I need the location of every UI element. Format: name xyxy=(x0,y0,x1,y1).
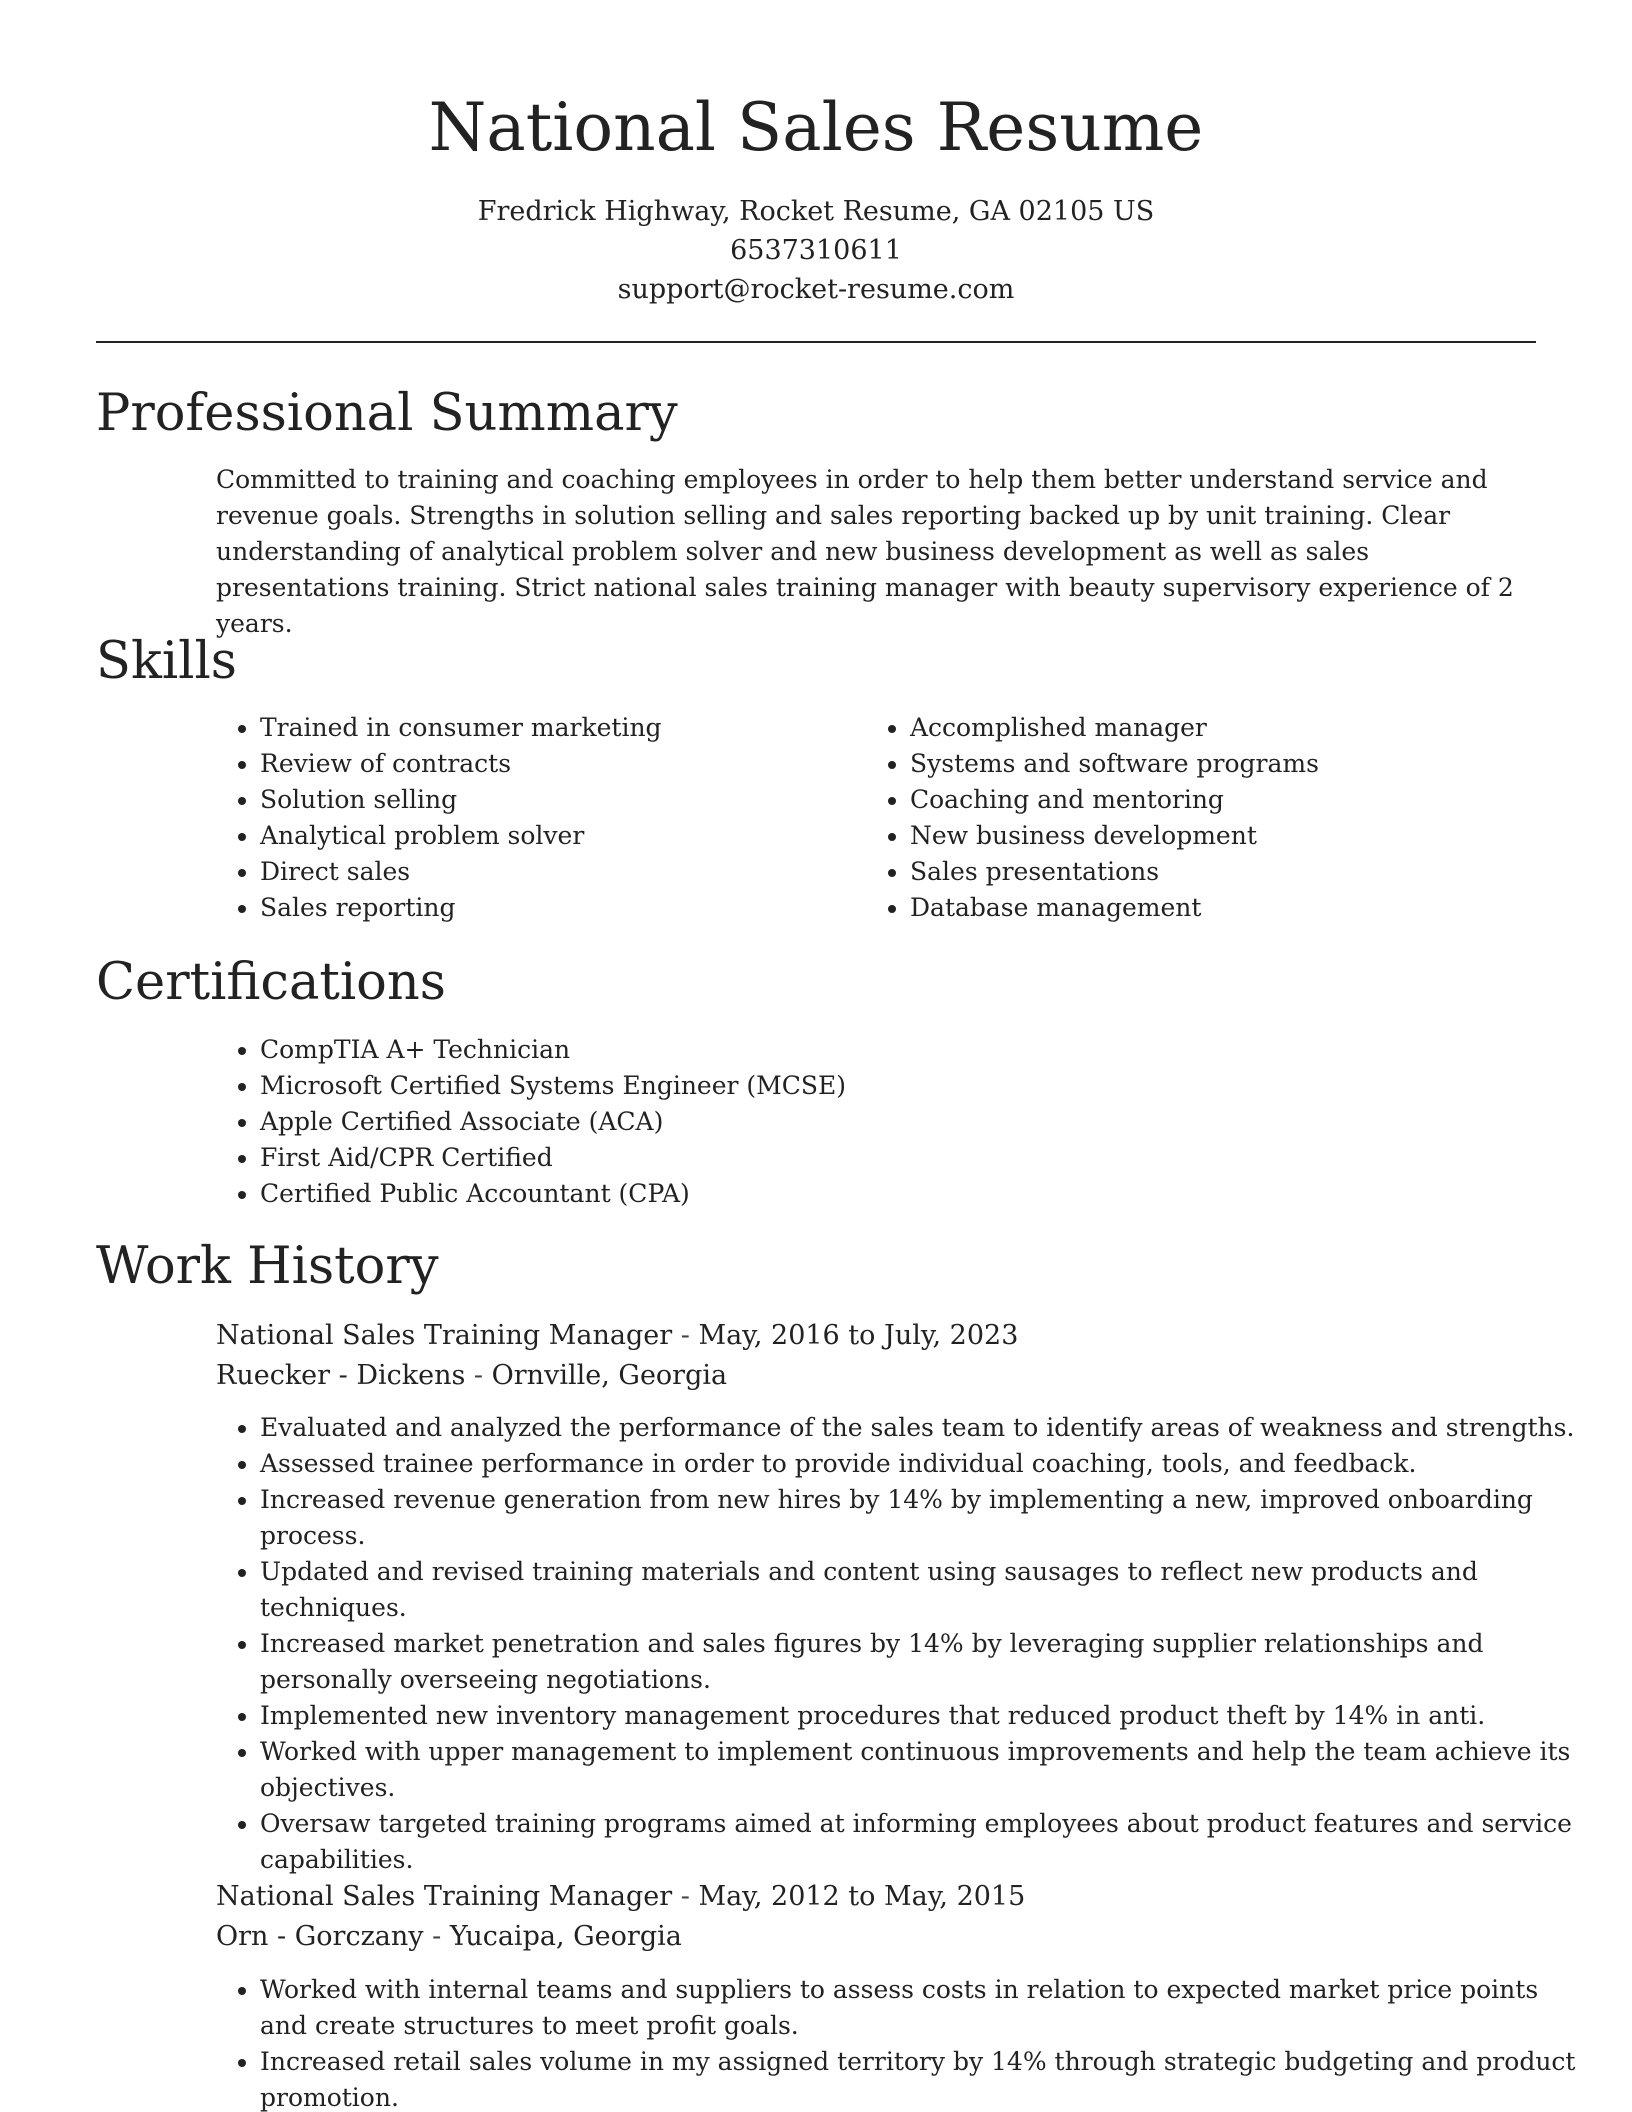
skills-list-right xyxy=(866,710,1550,926)
contact-phone: 6537310611 xyxy=(730,235,902,266)
job-bullet: • Oversaw targeted training programs aimed at informing employees about product features and service capabilities. xyxy=(260,1806,1580,1878)
job-title: National Sales Training Manager xyxy=(216,1881,673,1912)
skill-item: • Coaching and mentoring xyxy=(910,782,1550,818)
job-bullet: • Worked with internal teams and suppliers to assess costs in relation to expected market price points and create structures to meet profit goals. xyxy=(260,1972,1580,2044)
job-bullets xyxy=(216,1410,1580,1878)
job-bullet: • Implemented new inventory management procedures that reduced product theft by 14% in anti. xyxy=(260,1698,1580,1734)
resume-header xyxy=(0,0,1632,309)
summary-heading: Professional Summary xyxy=(96,384,678,443)
skill-item: • Accomplished manager xyxy=(910,710,1550,746)
contact-block xyxy=(0,192,1632,309)
contact-email: support@rocket-resume.com xyxy=(617,274,1015,305)
skill-item: • Solution selling xyxy=(260,782,860,818)
skill-item: • Analytical problem solver xyxy=(260,818,860,854)
job-location: Yucaipa, Georgia xyxy=(449,1921,682,1952)
job-bullet: • Increased retail sales volume in my assigned territory by 14% through strategic budgeting and product promotion. xyxy=(260,2044,1580,2112)
job-company: Ruecker - Dickens xyxy=(216,1360,466,1391)
job-bullet: • Assessed trainee performance in order to provide individual coaching, tools, and feedback. xyxy=(260,1446,1580,1482)
skill-item: • Database management xyxy=(910,890,1550,926)
job-title-line: National Sales Training Manager - May, 2016 to July, 2023 xyxy=(216,1320,1019,1351)
skill-item: • Review of contracts xyxy=(260,746,860,782)
job-bullet: • Updated and revised training materials and content using sausages to reflect new products and techniques. xyxy=(260,1554,1580,1626)
skills-list-left xyxy=(216,710,860,926)
certification-item: • First Aid/CPR Certified xyxy=(260,1140,1580,1176)
job-company-line: Orn - Gorczany - Yucaipa, Georgia xyxy=(216,1921,682,1952)
job-location: Ornville, Georgia xyxy=(491,1360,728,1391)
job-bullets xyxy=(216,1972,1580,2112)
skill-item: • Direct sales xyxy=(260,854,860,890)
contact-address: Fredrick Highway, Rocket Resume, GA 02105 US xyxy=(477,196,1155,227)
job-dates: May, 2012 to May, 2015 xyxy=(698,1881,1026,1912)
skill-item: • Trained in consumer marketing xyxy=(260,710,860,746)
job-bullet: • Evaluated and analyzed the performance of the sales team to identify areas of weakness and strengths. xyxy=(260,1410,1580,1446)
skill-item: • Systems and software programs xyxy=(910,746,1550,782)
job-title: National Sales Training Manager xyxy=(216,1320,673,1351)
certification-item: • Apple Certified Associate (ACA) xyxy=(260,1104,1580,1140)
job-bullet: • Increased revenue generation from new hires by 14% by implementing a new, improved onboarding process. xyxy=(260,1482,1580,1554)
skill-item: • Sales reporting xyxy=(260,890,860,926)
certifications-heading: Certifications xyxy=(96,953,446,1012)
resume-title: National Sales Resume xyxy=(428,89,1204,166)
job-bullet: • Worked with upper management to implement continuous improvements and help the team achieve its objectives. xyxy=(260,1734,1580,1806)
skills-heading: Skills xyxy=(96,632,237,691)
header-divider xyxy=(96,341,1536,343)
certification-item: • Microsoft Certified Systems Engineer (MCSE) xyxy=(260,1068,1580,1104)
skill-item: • Sales presentations xyxy=(910,854,1550,890)
skill-item: • New business development xyxy=(910,818,1550,854)
job-title-line: National Sales Training Manager - May, 2012 to May, 2015 xyxy=(216,1881,1026,1912)
job-dates: May, 2016 to July, 2023 xyxy=(698,1320,1019,1351)
summary-text: Committed to training and coaching employees in order to help them better understand service and revenue goals. Strengths in solution selling and sales reporting backed up by unit training. Clear understanding of analytical problem solver and new business development as well as sales presentations training. Strict national sales training manager with beauty supervisory experience of 2 years. xyxy=(216,465,1514,638)
certifications-list xyxy=(216,1032,1580,1212)
job-company: Orn - Gorczany xyxy=(216,1921,424,1952)
job-bullet: • Increased market penetration and sales figures by 14% by leveraging supplier relationships and personally overseeing negotiations. xyxy=(260,1626,1580,1698)
work-history-heading: Work History xyxy=(96,1237,439,1296)
certification-item: • CompTIA A+ Technician xyxy=(260,1032,1580,1068)
certification-item: • Certified Public Accountant (CPA) xyxy=(260,1176,1580,1212)
job-company-line: Ruecker - Dickens - Ornville, Georgia xyxy=(216,1360,728,1391)
